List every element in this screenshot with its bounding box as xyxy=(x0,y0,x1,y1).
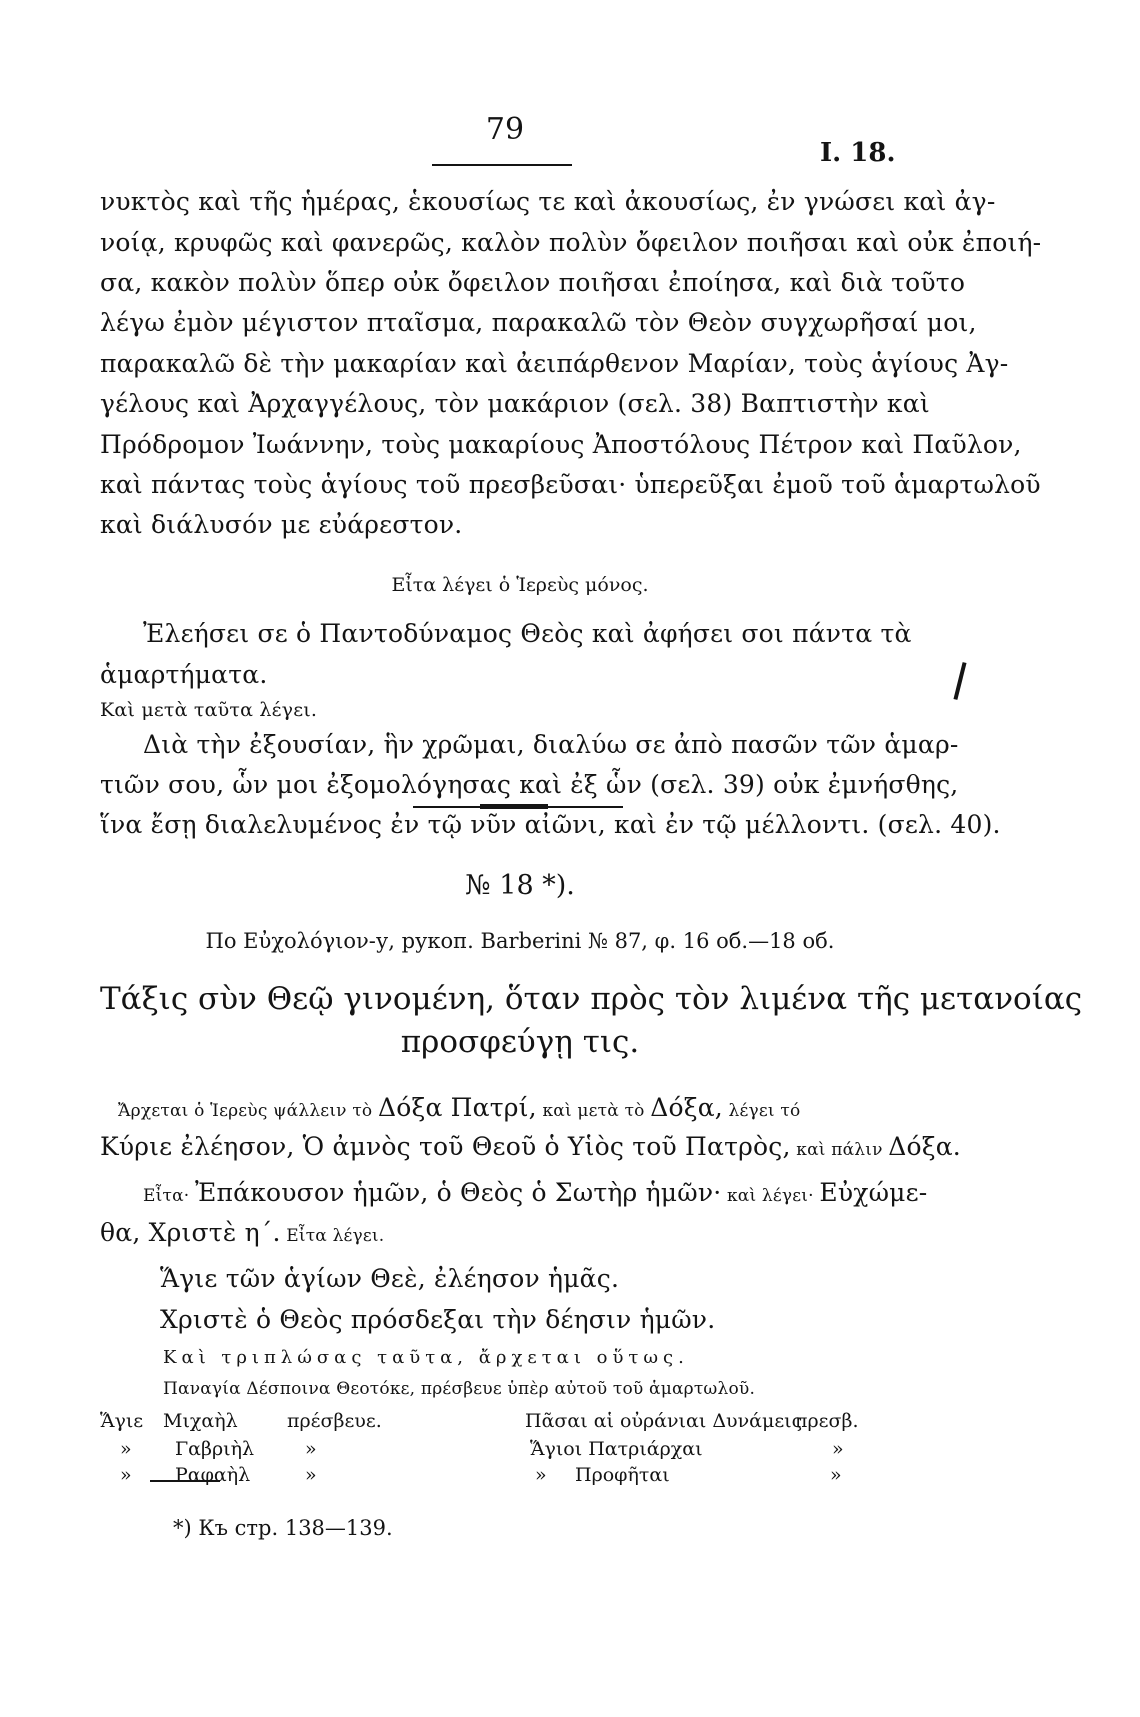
paragraph4-line xyxy=(118,1093,800,1122)
rubric-text: καὶ λέγει· xyxy=(721,1186,820,1206)
paragraph4-line xyxy=(100,1218,384,1247)
source-citation: По Εὐχολόγιον-у, рукоп. Barberini № 87, φ. 16 об.—18 об. xyxy=(205,929,835,953)
hymn-text: Δόξα. xyxy=(888,1132,961,1161)
section-divider-center xyxy=(480,804,548,809)
margin-mark xyxy=(953,662,966,700)
paragraph2-line: ἁμαρτήματα. xyxy=(100,660,268,689)
document-title-line: προσφεύγῃ τις. xyxy=(400,1024,640,1060)
litany-left-name: Ραφαὴλ xyxy=(175,1464,251,1486)
paragraph1-line: λέγω ἐμὸν μέγιστον πταῖσμα, παρακαλῶ τὸν Θεὸν συγχωρῆσαί μοι, xyxy=(100,308,977,337)
paragraph1-line: σα, κακὸν πολὺν ὅπερ οὐκ ὄφειλον ποιῆσαι ἐποίησα, καὶ διὰ τοῦτο xyxy=(100,268,966,297)
litany-left-mark: Ἅγιε xyxy=(100,1410,144,1432)
rubric-text: καὶ μετὰ τὸ xyxy=(536,1101,651,1121)
litany-right-name: Προφῆται xyxy=(575,1464,670,1486)
paragraph1-line: καὶ διάλυσόν με εὐάρεστον. xyxy=(100,510,463,539)
litany-right-name: Ἅγιοι Πατριάρχαι xyxy=(530,1438,703,1460)
paragraph1-line: καὶ πάντας τοὺς ἁγίους τοῦ πρεσβεῦσαι· ὑπερεῦξαι ἐμοῦ τοῦ ἁμαρτωλοῦ xyxy=(100,470,1041,499)
document-title-line: Τάξις σὺν Θεῷ γινομένη, ὅταν πρὸς τὸν λιμένα τῆς μετανοίας xyxy=(100,981,1083,1017)
paragraph1-line: Πρόδρομον Ἰωάννην, τοὺς μακαρίους Ἀποστόλους Πέτρον καὶ Παῦλον, xyxy=(100,430,1022,459)
page-number-rule xyxy=(432,164,572,166)
litany-right-verb: » xyxy=(832,1438,844,1460)
hymn-text: θα, Χριστὲ η΄. xyxy=(100,1218,281,1247)
hymn-text: Δόξα Πατρί, xyxy=(377,1093,537,1122)
prayer-line: Χριστὲ ὁ Θεὸς πρόσδεξαι τὴν δέησιν ἡμῶν. xyxy=(160,1305,716,1334)
paragraph2-line: Ἐλεήσει σε ὁ Παντοδύναμος Θεὸς καὶ ἀφήσει σοι πάντα τὰ xyxy=(143,619,912,648)
footnote: *) Къ стр. 138—139. xyxy=(173,1516,393,1540)
rubric-text: καὶ πάλιν xyxy=(790,1140,889,1160)
litany-left-mark: » xyxy=(120,1464,132,1486)
paragraph3-line: τιῶν σου, ὧν μοι ἐξομολόγησας καὶ ἐξ ὧν (σελ. 39) οὐκ ἐμνήσθης, xyxy=(100,770,959,799)
litany-right-mark: » xyxy=(535,1464,547,1486)
paragraph1-line: γέλους καὶ Ἀρχαγγέλους, τὸν μακάριον (σελ. 38) Βαπτιστὴν καὶ xyxy=(100,389,930,418)
hymn-text: Δόξα, xyxy=(650,1093,723,1122)
document-heading: № 18 *). xyxy=(465,870,575,901)
paragraph4-line xyxy=(100,1132,961,1161)
rubric-text: Εἶτα· xyxy=(143,1186,195,1206)
paragraph3-line: ἵνα ἔσῃ διαλελυμένος ἐν τῷ νῦν αἰῶνι, καὶ ἐν τῷ μέλλοντι. (σελ. 40). xyxy=(100,810,1001,839)
litany-left-verb: πρέσβευε. xyxy=(287,1410,382,1432)
litany-left-verb: » xyxy=(305,1464,317,1486)
litany-right-verb: πρεσβ. xyxy=(795,1410,859,1432)
paragraph1-line: νοίᾳ, κρυφῶς καὶ φανερῶς, καλὸν πολὺν ὄφειλον ποιῆσαι καὶ οὐκ ἐποιή- xyxy=(100,228,1042,257)
paragraph3-line: Διὰ τὴν ἐξουσίαν, ἣν χρῶμαι, διαλύω σε ἀπὸ πασῶν τῶν ἁμαρ- xyxy=(143,730,959,759)
rubric-text: λέγει τό xyxy=(722,1101,801,1121)
section-number: I. 18. xyxy=(820,138,896,168)
rubric-theotokos: Παναγία Δέσποινα Θεοτόκε, πρέσβευε ὑπὲρ αὐτοῦ τοῦ ἁμαρτωλοῦ. xyxy=(163,1379,756,1399)
litany-left-name: Μιχαὴλ xyxy=(163,1410,238,1432)
paragraph1-line: νυκτὸς καὶ τῆς ἡμέρας, ἑκουσίως τε καὶ ἀκουσίως, ἐν γνώσει καὶ ἀγ- xyxy=(100,187,996,216)
litany-right-name: Πᾶσαι αἱ οὐράνιαι Δυνάμεις xyxy=(525,1410,803,1432)
litany-left-verb: » xyxy=(305,1438,317,1460)
litany-left-mark: » xyxy=(120,1438,132,1460)
rubric-triple: Καὶ τριπλώσας ταῦτα, ἄρχεται οὕτως. xyxy=(163,1347,689,1368)
paragraph4-line xyxy=(143,1178,927,1207)
footnote-rule xyxy=(150,1480,220,1482)
litany-right-verb: » xyxy=(830,1464,842,1486)
litany-left-name: Γαβριὴλ xyxy=(175,1438,255,1460)
prayer-line: Ἅγιε τῶν ἁγίων Θεὲ, ἐλέησον ἡμᾶς. xyxy=(160,1264,620,1293)
hymn-text: Κύριε ἐλέησον, Ὁ ἀμνὸς τοῦ Θεοῦ ὁ Υἱὸς τοῦ Πατρὸς, xyxy=(100,1132,791,1161)
rubric-after-this: Καὶ μετὰ ταῦτα λέγει. xyxy=(100,699,318,721)
page-number: 79 xyxy=(485,112,525,147)
hymn-text: Εὐχώμε- xyxy=(819,1178,928,1207)
hymn-text: Ἐπάκουσον ἡμῶν, ὁ Θεὸς ὁ Σωτὴρ ἡμῶν· xyxy=(194,1178,722,1207)
rubric-text: Εἶτα λέγει. xyxy=(280,1226,385,1246)
paragraph1-line: παρακαλῶ δὲ τὴν μακαρίαν καὶ ἀειπάρθενον Μαρίαν, τοὺς ἁγίους Ἀγ- xyxy=(100,349,1009,378)
rubric-text: Ἄρχεται ὁ Ἱερεὺς ψάλλειν τὸ xyxy=(118,1101,378,1121)
rubric-priest-alone: Εἶτα λέγει ὁ Ἱερεὺς μόνος. xyxy=(391,574,649,596)
